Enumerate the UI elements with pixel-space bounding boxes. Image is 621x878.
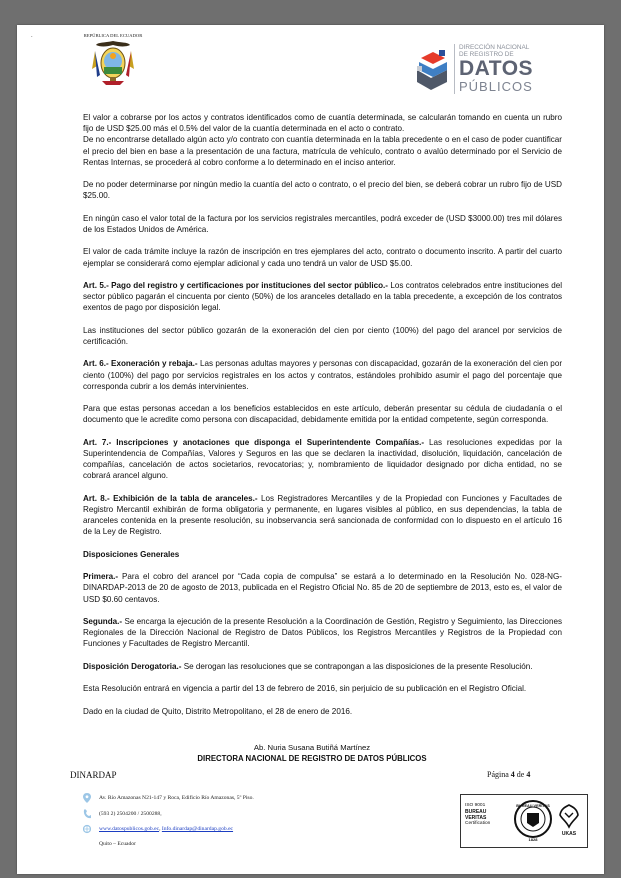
signer-title: DIRECTORA NACIONAL DE REGISTRO DE DATOS PÚBLICOS (197, 753, 427, 763)
disposicion-derogatoria (83, 661, 562, 672)
logo-line-2: DE REGISTRO DE (459, 51, 514, 58)
paragraph-vigencia: Esta Resolución entrará en vigencia a partir del 13 de febrero de 2016, sin perjuicio de su publicación en el Registro Oficial. (83, 684, 527, 694)
web-icon (83, 824, 91, 834)
footer-address (99, 795, 254, 801)
paragraph-no-detallado: De no encontrarse detallado algún acto y/o contrato con cuantía determinada en la tabla precedente o en el caso de poder cuantificar el precio del bien en base a la presentación de una factura, matrícula de vehículo, contrato o avalúo determinado por el Servicio de Rentas Internas, se procederá al cobro conforme a lo determinado en el inciso anterior. (83, 135, 562, 167)
paragraph-rubro-fijo: De no poder determinarse por ningún medio la cuantía del acto o contrato, o el precio del bien, se deberá cobrar un rubro fijo de USD $25.00. (83, 180, 562, 201)
signature-block (177, 743, 447, 764)
paragraph-ejemplares: El valor de cada trámite incluye la razón de inscripción en tres ejemplares del acto, contrato o documento inscrito. A partir del cuarto ejemplar se considerará como ejemplar adicional y cada uno tendrá un valor de USD $5.00. (83, 247, 562, 268)
article-8 (83, 493, 562, 538)
footer-org: DINARDAP (70, 770, 117, 780)
dinardap-logo (413, 40, 553, 100)
logo-publicos: PÚBLICOS (459, 79, 533, 94)
segunda-title: Segunda.- (83, 616, 123, 626)
seal-ring-text: BUREAU VERITAS (516, 804, 550, 808)
article-5-title: Art. 5.- Pago del registro y certificaciones por instituciones del sector público.- (83, 280, 388, 290)
website-link[interactable]: www.datospublicos.gob.ec (99, 826, 160, 832)
ukas-label: UKAS (561, 831, 577, 837)
article-5 (83, 280, 562, 314)
signer-name: Ab. Nuria Susana Butiñá Martínez (253, 743, 371, 752)
logo-line-1: DIRECCIÓN NACIONAL (459, 44, 530, 51)
page-prefix: Página (487, 770, 511, 779)
paragraph-limite-factura: En ningún caso el valor total de la factura por los servicios registrales mercantiles, podrá exceder de (USD $3000.00) tres mil dólares de los Estados Unidos de América. (83, 213, 562, 234)
article-8-title: Art. 8.- Exhibición de la tabla de aranceles.- (83, 493, 258, 503)
article-5-text: Los contratos celebrados entre instituciones del sector público pagarán el cincuenta por ciento (50%) de los aranceles detallado en la tabla precedente, a excepción de los contratos exentos de pago por disposición legal. (83, 280, 562, 313)
footer-city: Quito – Ecuador (99, 841, 136, 847)
page-total: 4 (526, 770, 531, 779)
cert-iso: ISO 9001 (465, 803, 486, 808)
logo-datos: DATOS (459, 57, 534, 80)
cert-bureau: BUREAU VERITAS (465, 809, 487, 821)
paragraph-dado-en: Dado en la ciudad de Quito, Distrito Metropolitano, el 28 de enero de 2016. (83, 706, 353, 716)
footer-phone (99, 811, 162, 817)
disposiciones-heading (83, 549, 562, 560)
primera-title: Primera.- (83, 572, 119, 582)
disposicion-segunda (83, 616, 562, 650)
article-7 (83, 437, 562, 482)
disposicion-primera (83, 571, 562, 605)
paragraph-certificacion: Las instituciones del sector público gozarán de la exoneración del cien por ciento (100%) del pago del arancel por servicios de certificación. (83, 325, 562, 346)
document-page (17, 25, 604, 874)
phone-icon (83, 809, 91, 819)
bureau-veritas-seal-icon (513, 799, 553, 843)
ukas-logo-icon (556, 801, 582, 841)
footer-web (99, 826, 233, 832)
page-of: de (514, 770, 527, 779)
phone-text: (593 2) 2504200 / 2500288, (99, 811, 162, 817)
logo-divider (454, 44, 455, 94)
page-number (487, 770, 530, 779)
seal-caption: REPÚBLICA DEL ECUADOR (83, 33, 143, 38)
page-current: 4 (510, 770, 515, 779)
coat-of-arms-seal (73, 33, 153, 87)
disposiciones-heading-text: Disposiciones Generales (83, 549, 180, 559)
article-6-text: Las personas adultas mayores y personas con discapacidad, gozarán de la exoneración del cien por ciento (100%) del pago por servicios registrales en los actos y contratos, estándoles prohibido asumir el pago del porcentaje que corresponda cubrir a los demás intervinientes. (83, 359, 563, 391)
paragraph-beneficios: Para que estas personas accedan a los beneficios establecidos en este artículo, deberán presentar su cédula de ciudadanía o el documento que le acredite como persona con discapacidad, debidamente emitida por la entidad competente, según corresponda. (83, 404, 562, 425)
location-pin-icon (83, 793, 91, 803)
email-link[interactable]: Info.dinardap@dinardap.gob.ec (161, 826, 234, 832)
primera-text: Para el cobro del arancel por “Cada copia de compulsa” se estará a lo determinado en la Resolución No. 028-NG-DINARDAP-2013 de 20 de agosto de 2013, publicada en el Registro Oficial No. 85 de 20 de septiembre de 2013, esto es, el valor de USD $0.60 centavos. (83, 572, 562, 604)
derogatoria-title: Disposición Derogatoria.- (83, 661, 182, 671)
datos-publicos-logo-icon (413, 48, 451, 92)
article-7-text: Las resoluciones expedidas por la Superintendencia de Compañías, Valores y Seguros en las que se declaren la inactividad, disolución, liquidación, cancelación de compañías, cancelación de actos societarios, revocatorias; y, nombramiento de liquidador designado por dicha entidad, no se cobrará arancel alguno. (83, 437, 562, 481)
article-6-title: Art. 6.- Exoneración y rebaja.- (83, 359, 198, 369)
article-7-title: Art. 7.- Inscripciones y anotaciones que disponga el Superintendente Compañías.- (83, 437, 425, 447)
cert-text (465, 803, 507, 827)
cert-certification: Certification (465, 821, 491, 826)
derogatoria-text: Se derogan las resoluciones que se contrapongan a las disposiciones de la presente Resolución. (181, 661, 533, 671)
resolution-body (83, 112, 562, 728)
article-6 (83, 358, 562, 392)
address-text: Av. Río Amazonas N21-147 y Roca, Edificio Río Amazonas, 5º Piso. (99, 795, 254, 801)
segunda-text: Se encarga la ejecución de la presente Resolución a la Coordinación de Gestión, Registro y Seguimiento, las Direcciones Regionales de la Dirección Nacional de Registro de Datos Públicos, los Registros Mercantiles y Registros de la Propiedad con Funciones y Facultades de Registro Mercantil. (83, 616, 562, 649)
certification-box (460, 794, 588, 848)
header-dot: . (31, 33, 33, 39)
seal-year: 1828 (528, 837, 538, 842)
coat-of-arms-icon (90, 39, 136, 87)
web-separator: , (159, 826, 162, 832)
article-8-text: Los Registradores Mercantiles y de la Propiedad con Funciones y Facultades de Registro Mercantil exhibirán de forma obligatoria y permanente, en lugares visibles al público, en sus dependencias, la tabla de aranceles contenida en la presente resolución, su inobservancia será sancionada de conformidad con lo dispuesto en el artículo 16 de la Ley de Registro. (83, 493, 562, 537)
paragraph-cuantia: El valor a cobrarse por los actos y contratos identificados como de cuantía determinada, se calcularán tomando en cuenta un rubro fijo de USD $25.00 más el 0.5% del valor de la cuantía determinada en el acto o contrato. (83, 113, 562, 134)
